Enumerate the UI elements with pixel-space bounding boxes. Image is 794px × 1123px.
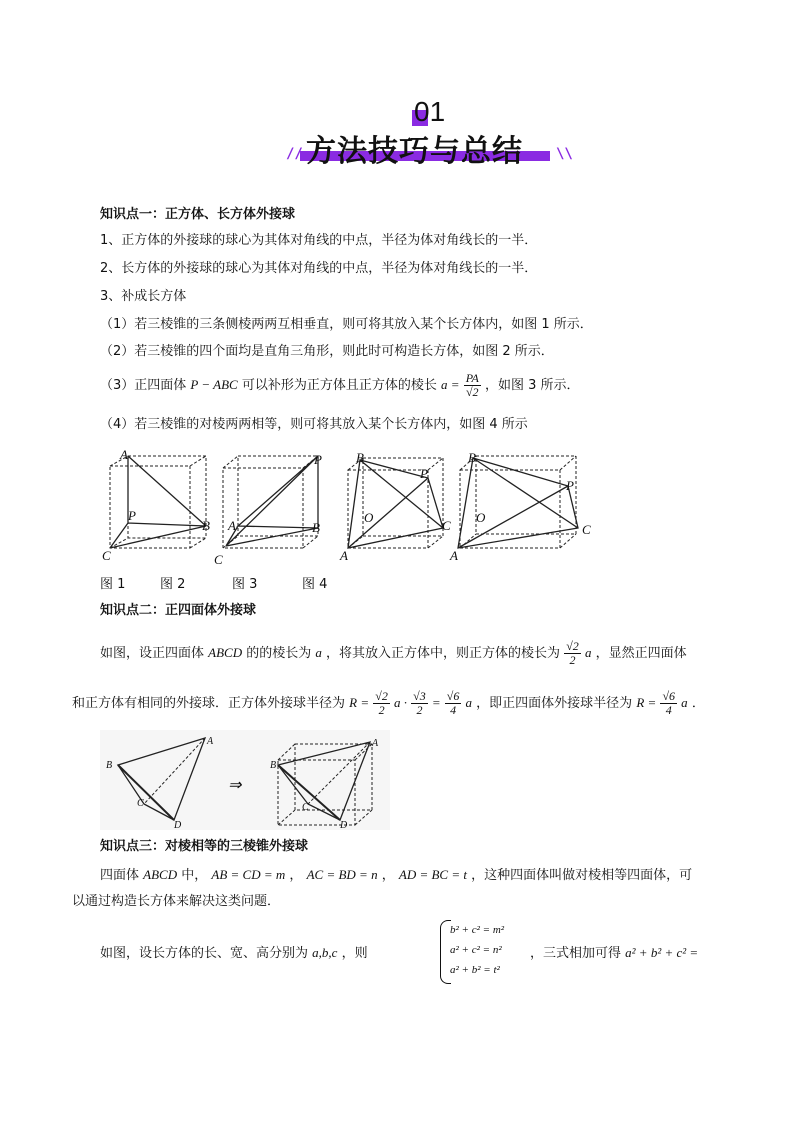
section1-p2: 2、长方体的外接球的球心为其体对角线的中点，半径为体对角线长的一半．: [100, 261, 538, 276]
fig2-label-p: P: [314, 452, 322, 467]
fig4-label-a: A: [450, 548, 458, 563]
fig2-label-a: A: [228, 518, 236, 533]
section1-p1: 1、正方体的外接球的球心为其体对角线的中点，半径为体对角线长的一半．: [100, 233, 538, 248]
equation-system: b² + c² = m² a² + c² = n² a² + b² = t²: [450, 924, 505, 976]
tetrahedron-figures: [100, 730, 390, 830]
left-decoration: //: [286, 146, 303, 162]
caption-fig1: 图 1: [100, 577, 126, 592]
right-decoration: \\: [556, 146, 573, 162]
section1-item1: （1）若三棱锥的三条侧棱两两互相垂直，则可将其放入某个长方体内，如图 1 所示．: [100, 317, 593, 332]
section3-heading: 知识点三：对棱相等的三棱锥外接球: [100, 839, 309, 854]
section2-line2: 和正方体有相同的外接球．正方体外接球半径为 R = $\frac{√2}{2}$ a · $\frac{√3}{2}$ = $\frac{√6}{4}$ a ，即正四面体外接球半径为 R = $\frac{√6}{4}$ a ．: [72, 689, 705, 717]
section-number: 01: [414, 96, 446, 127]
figure-4: [458, 456, 578, 548]
fig4-label-b: B: [468, 450, 476, 465]
section1-heading: 知识点一：正方体、长方体外接球: [100, 207, 296, 222]
fig3-label-b: B: [356, 450, 364, 465]
figure-2: [223, 456, 318, 548]
caption-fig3: 图 3: [232, 577, 258, 592]
section1-p3: 3、补成长方体: [100, 289, 187, 304]
section3-line1: 四面体 ABCD 中， AB = CD = m ， AC = BD = n ， AD = BC = t ，这种四面体叫做对棱相等四面体，可: [100, 867, 693, 883]
fig3-label-a: A: [340, 548, 348, 563]
page-title: 方法技巧与总结: [306, 134, 523, 169]
fig2-label-c: C: [214, 552, 223, 567]
figure-1: [110, 456, 206, 548]
section3-line3-b: ，三式相加可得 a² + b² + c² =: [530, 945, 699, 961]
fig6-label-d: D: [340, 820, 348, 830]
caption-fig4: 图 4: [302, 577, 328, 592]
fig4-label-c: C: [582, 522, 591, 537]
caption-fig2: 图 2: [160, 577, 186, 592]
fig1-label-p: P: [128, 508, 136, 523]
fig5-label-d: D: [174, 820, 182, 830]
fig5-label-a: A: [207, 736, 214, 747]
fig4-label-p: P: [566, 478, 574, 493]
fig6-label-c: C: [302, 802, 309, 813]
fig6-label-a: A: [372, 738, 379, 749]
fig3-label-p: P: [420, 466, 428, 481]
section2-heading: 知识点二：正四面体外接球: [100, 603, 257, 618]
section3-line2: 以通过构造长方体来解决这类问题．: [72, 894, 281, 909]
fig3-label-o: O: [364, 510, 374, 525]
fig1-label-b: B: [202, 518, 210, 533]
fig5-label-c: C: [137, 798, 144, 809]
section1-item4: （4）若三棱锥的对棱两两相等，则可将其放入某个长方体内，如图 4 所示: [100, 417, 528, 432]
fig3-label-c: C: [442, 518, 451, 533]
fig6-label-b: B: [270, 760, 277, 771]
fig2-label-b: B: [312, 520, 320, 535]
implies-arrow: ⇒: [228, 777, 242, 794]
figure-3: [348, 458, 443, 548]
fig1-label-c: C: [102, 548, 111, 563]
fig5-label-b: B: [106, 760, 113, 771]
section1-item3: （3）正四面体 P − ABC 可以补形为正方体且正方体的棱长 a = $\frac{PA}{√2}$ ，如图 3 所示．: [100, 371, 580, 399]
fig1-label-a: A: [120, 448, 128, 462]
section3-line3-a: 如图，设长方体的长、宽、高分别为 a,b,c ，则: [100, 945, 368, 961]
math-p-abc: P − ABC: [190, 377, 238, 392]
fraction-root2-over-2: $\frac{√2}{2}$: [566, 639, 579, 667]
fraction-pa-root2: $\frac{PA}{√2}$: [465, 371, 479, 399]
section2-line1: 如图，设正四面体 ABCD 的的棱长为 a ，将其放入正方体中，则正方体的棱长为 $\frac{√2}{2}$ a ，显然正四面体: [100, 639, 687, 667]
fig4-label-o: O: [476, 510, 486, 525]
figures-1-4: [98, 448, 598, 568]
section1-item2: （2）若三棱锥的四个面均是直角三角形，则此时可构造长方体，如图 2 所示．: [100, 344, 554, 359]
